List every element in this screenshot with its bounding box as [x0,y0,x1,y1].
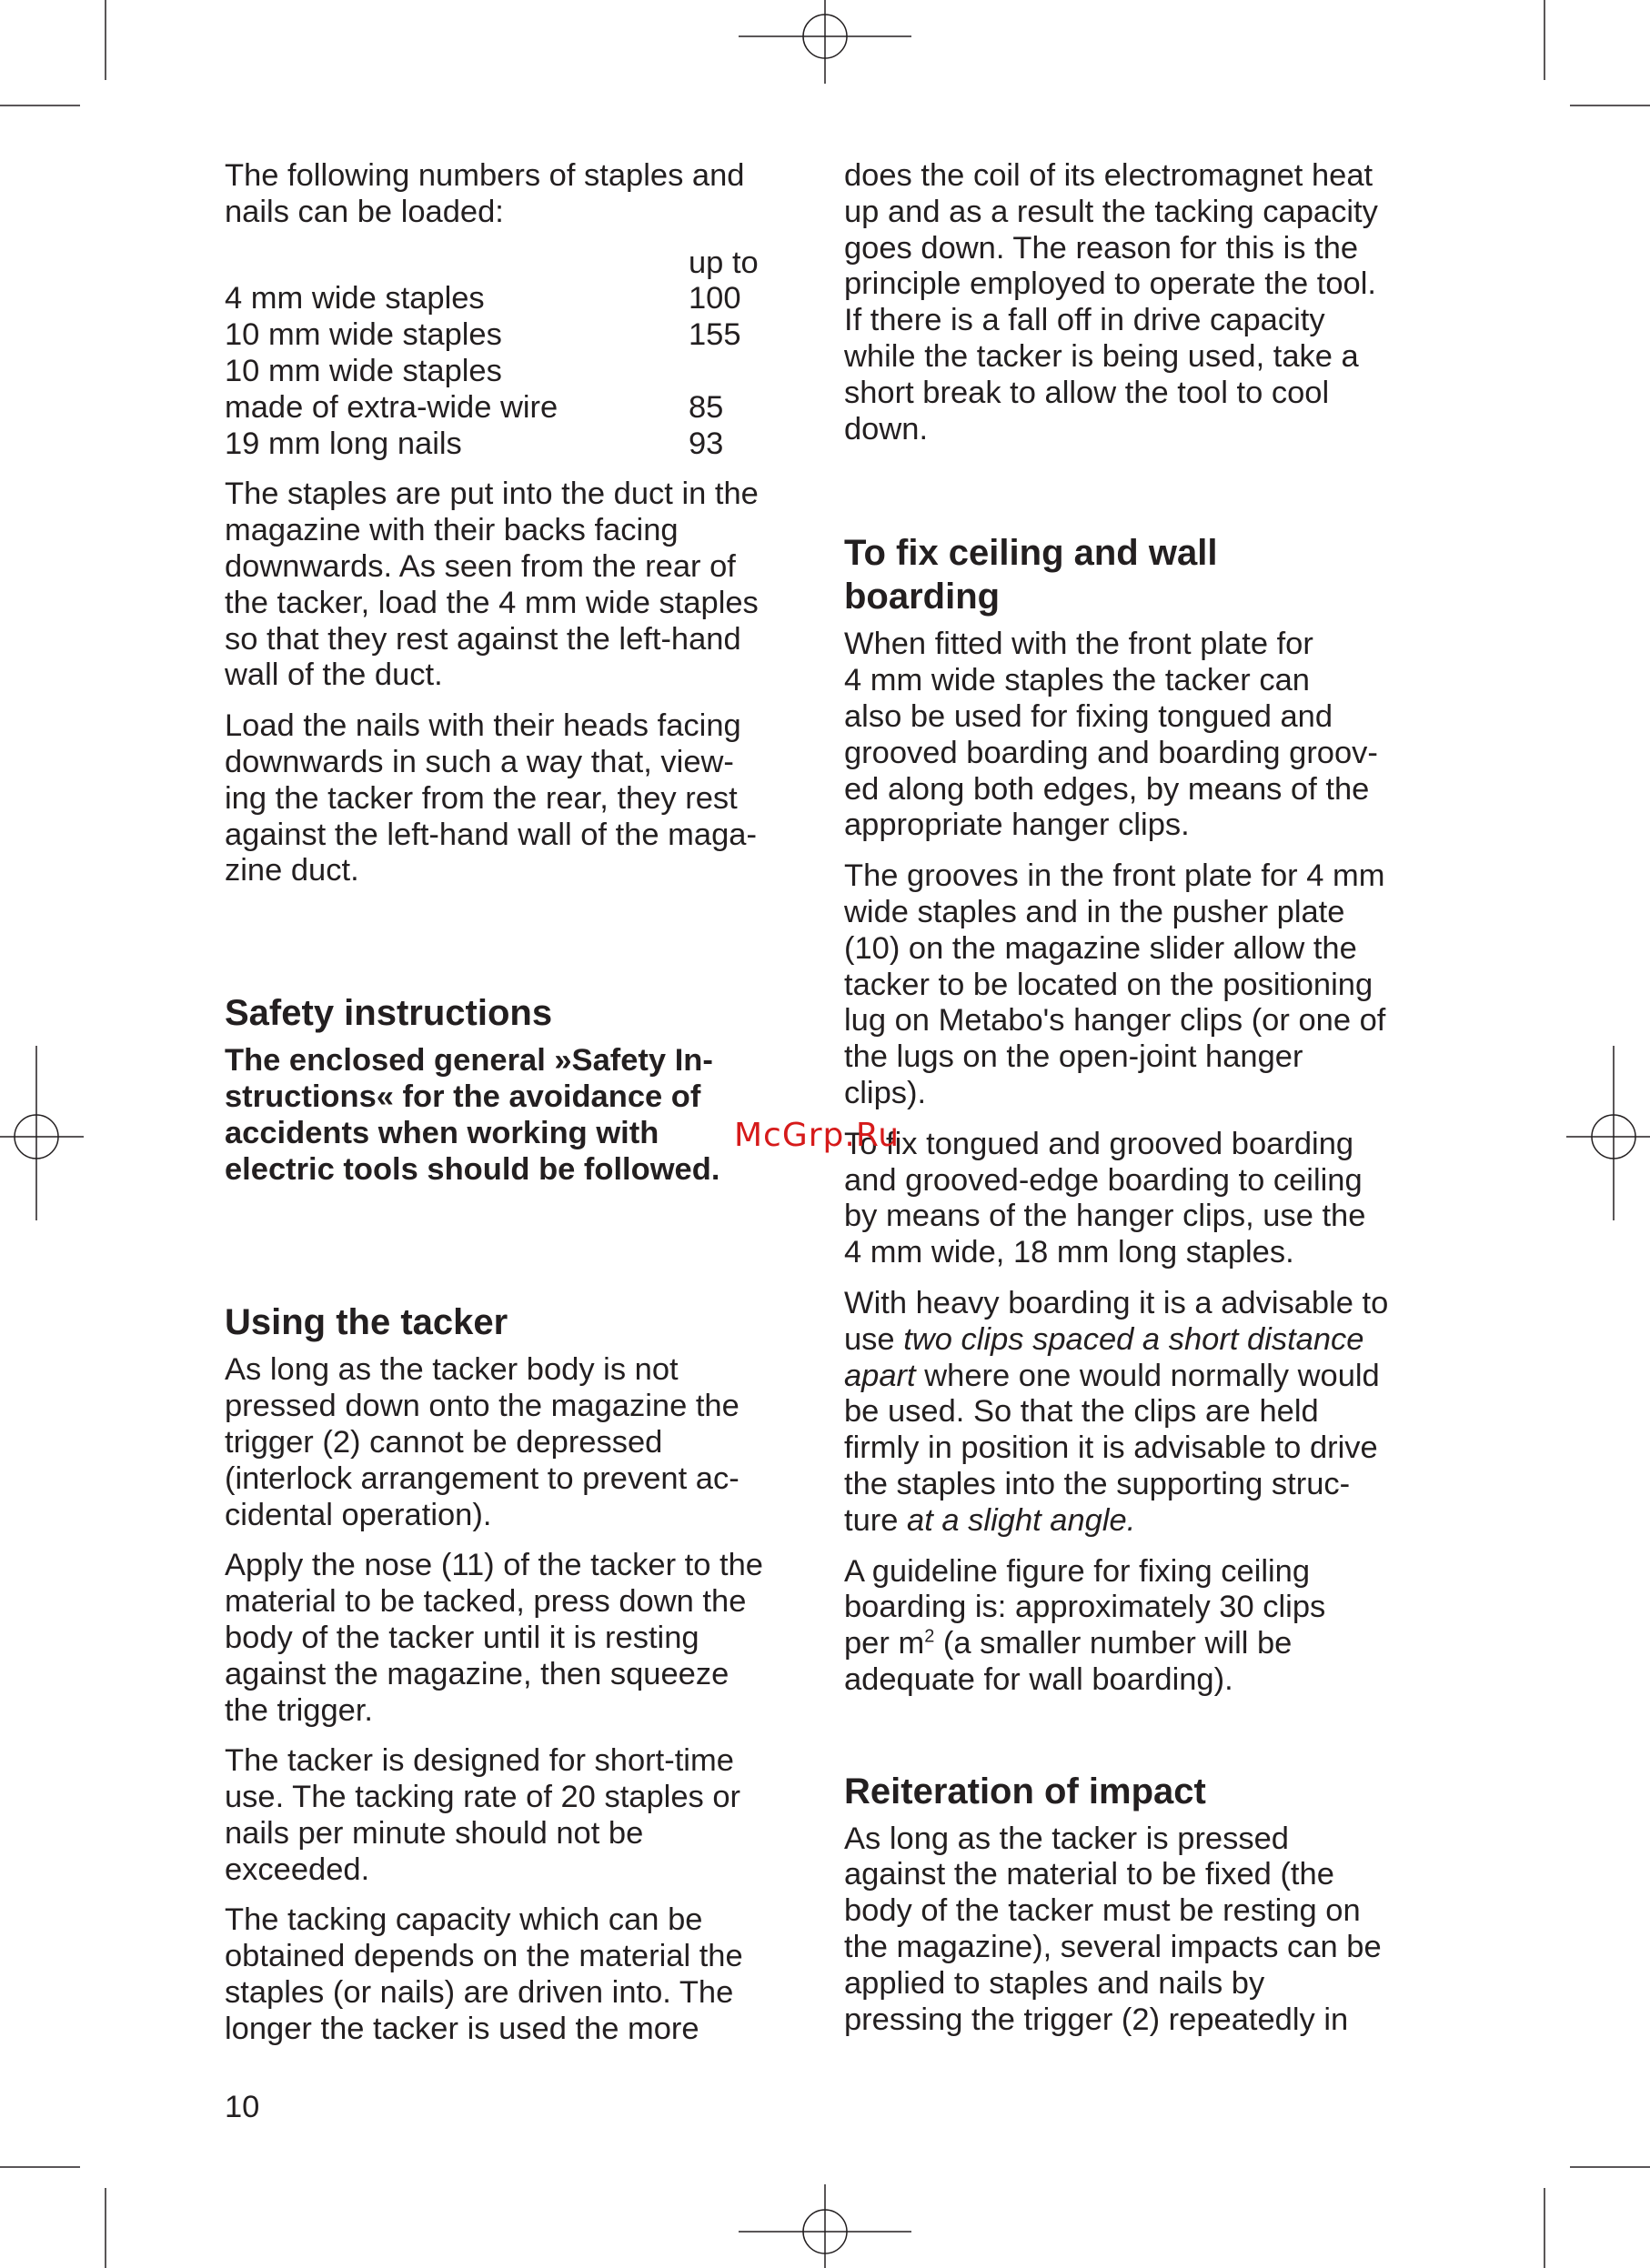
safety-heading: Safety instructions [225,993,553,1034]
registration-target-left [0,1046,84,1220]
table-row: 4 mm wide staples 100 [225,281,741,316]
table-row: made of extra-wide wire 85 [225,389,724,425]
registration-target-bottom [739,2184,911,2268]
ceiling-paragraph-1: When fitted with the front plate for 4 mm wide staples the tacker can also be used for fixing tongued and grooved boarding and boarding groov- ed along both edges, by means of the appropriate hanger clips. [844,627,1378,843]
capacity-table-header: up to [689,245,759,280]
using-paragraph-1: As long as the tacker body is not pressed down onto the magazine the trigger (2) cannot be depressed (interlock arrangement to prevent ac- cidental operation). [225,1352,739,1532]
watermark: McGrp.Ru [734,1117,900,1154]
registration-target-top [739,0,911,84]
registration-target-right [1566,1046,1650,1220]
ceiling-paragraph-3: To fix tongued and grooved boarding and grooved-edge boarding to ceiling by means of the hanger clips, use the 4 mm wide, 18 mm long staples. [844,1126,1366,1270]
continuation-paragraph: does the coil of its electromagnet heat up and as a result the tacking capacity goes down. The reason for this is the principle employed to operate the tool. If there is a fall off in drive capacity while the tacker is being used, take a short break to allow the tool to cool down. [844,158,1378,447]
reiteration-paragraph: As long as the tacker is pressed against the material to be fixed (the body of the tacker must be resting on the magazine), several impacts can be applied to staples and nails by pressing the trigger (2) repeatedly in [844,1821,1382,2037]
using-paragraph-2: Apply the nose (11) of the tacker to the material to be tacked, press down the body of the tacker until it is resting against the magazine, then squeeze the trigger. [225,1548,763,1728]
ceiling-heading: To fix ceiling and wall boarding [844,533,1218,617]
ceiling-paragraph-5: A guideline figure for fixing ceiling boarding is: approximately 30 clips per $m^2$ (a smaller number will be adequate for wall boarding). [844,1553,1326,1697]
reiteration-heading: Reiteration of impact [844,1771,1206,1811]
left-column [225,158,816,2062]
table-row: 10 mm wide staples 155 [225,317,741,353]
table-row: 10 mm wide staples [225,353,502,388]
right-column [844,158,1426,2052]
capacity-table [225,246,816,463]
using-paragraph-4: The tacking capacity which can be obtained depends on the material the staples (or nails) are driven into. The longer the tacker is used the more [225,1902,743,2046]
safety-note: The enclosed general »Safety In- structions« for the avoidance of accidents when working with electric tools should be followed. [225,1043,720,1187]
intro-paragraph: The following numbers of staples and nails can be loaded: [225,158,745,229]
page-number: 10 [225,2090,260,2124]
ceiling-paragraph-2: The grooves in the front plate for 4 mm wide staples and in the pusher plate (10) on the magazine slider allow the tacker to be located on the positioning lug on Metabo's hanger clips (or one of the lugs on the open-joint hanger clips). [844,858,1386,1110]
nails-paragraph: Load the nails with their heads facing downwards in such a way that, view- ing the tacker from the rear, they rest against the left-hand wall of the maga- zine duct. [225,708,757,888]
ceiling-paragraph-4: With heavy boarding it is a advisable to use two clips spaced a short distance apart where one would normally would be used. So that the clips are held firmly in position it is advisable to drive the staples into the supporting struc- ture at a slight angle. [844,1285,1389,1538]
using-paragraph-3: The tacker is designed for short-time use. The tacking rate of 20 staples or nails per minute should not be exceeded. [225,1743,741,1887]
staples-paragraph: The staples are put into the duct in the magazine with their backs facing downwards. As seen from the rear of the tacker, load the 4 mm wide staples so that they rest against the left-hand wall of the duct. [225,477,759,693]
table-row: 19 mm long nails 93 [225,426,724,461]
using-heading: Using the tacker [225,1302,508,1343]
